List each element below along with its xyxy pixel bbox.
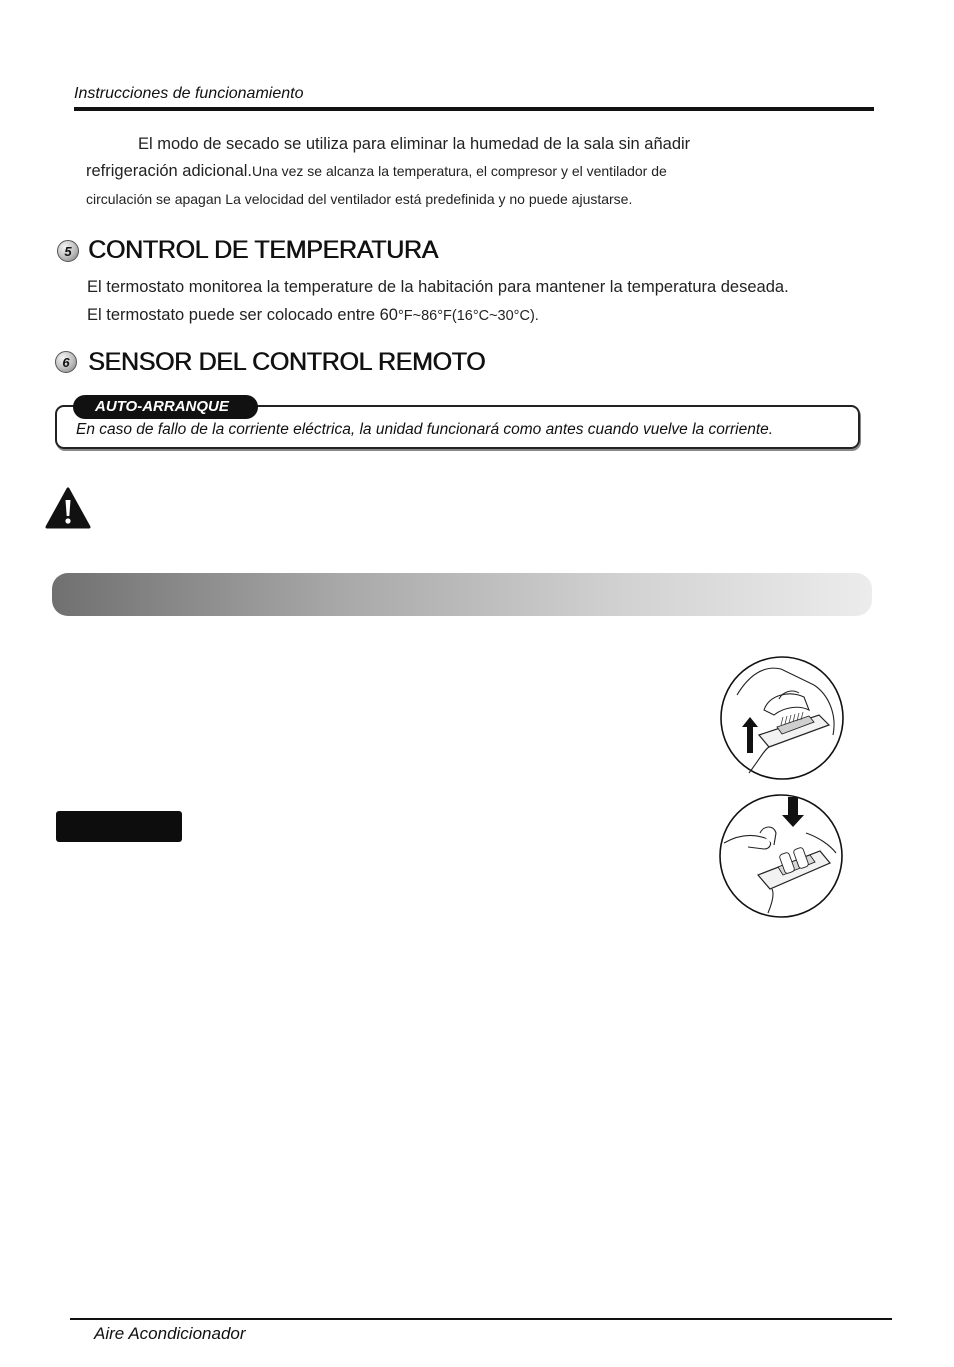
intro-line-2-lead: refrigeración adicional. bbox=[86, 162, 253, 180]
section-5-line-1: El termostato monitorea la temperature de la habitación para mantener la temperatura deseada. bbox=[87, 278, 789, 296]
notice-text: En caso de fallo de la corriente eléctrica, la unidad funcionará como antes cuando vuelve la corriente. bbox=[76, 421, 774, 438]
page-header-title: Instrucciones de funcionamiento bbox=[74, 85, 304, 102]
section-6-heading: SENSOR DEL CONTROL REMOTO bbox=[88, 348, 486, 376]
intro-line-1: El modo de secado se utiliza para eliminar la humedad de la sala sin añadir bbox=[138, 135, 691, 153]
label-bar bbox=[56, 811, 182, 842]
header-divider bbox=[74, 107, 874, 111]
section-5-line-2-suffix: . bbox=[534, 308, 539, 324]
remote-battery-cover-open-illustration bbox=[719, 655, 845, 781]
intro-line-3: circulación se apagan La velocidad del ventilador está predefinida y no puede ajustarse. bbox=[86, 191, 633, 207]
section-5-line-2-prefix: El termostato puede ser colocado entre 60 bbox=[87, 306, 398, 324]
notice-tab-label: AUTO-ARRANQUE bbox=[95, 398, 229, 415]
section-title-bar bbox=[52, 573, 872, 616]
section-5-line-2 bbox=[87, 306, 539, 325]
intro-line-2-rest: Una vez se alcanza la temperatura, el compresor y el ventilador de bbox=[252, 163, 667, 179]
section-5-number-badge: 5 bbox=[57, 240, 79, 262]
page-footer-title: Aire Acondicionador bbox=[94, 1324, 246, 1343]
section-6-number-badge: 6 bbox=[55, 351, 77, 373]
warning-triangle-icon bbox=[44, 486, 92, 530]
footer-divider bbox=[70, 1318, 892, 1320]
intro-line-2 bbox=[86, 162, 667, 181]
temperature-range: °F~86°F(16°C~30°C) bbox=[397, 308, 535, 324]
section-5-heading: CONTROL DE TEMPERATURA bbox=[88, 236, 438, 264]
remote-battery-insert-illustration bbox=[718, 793, 844, 919]
